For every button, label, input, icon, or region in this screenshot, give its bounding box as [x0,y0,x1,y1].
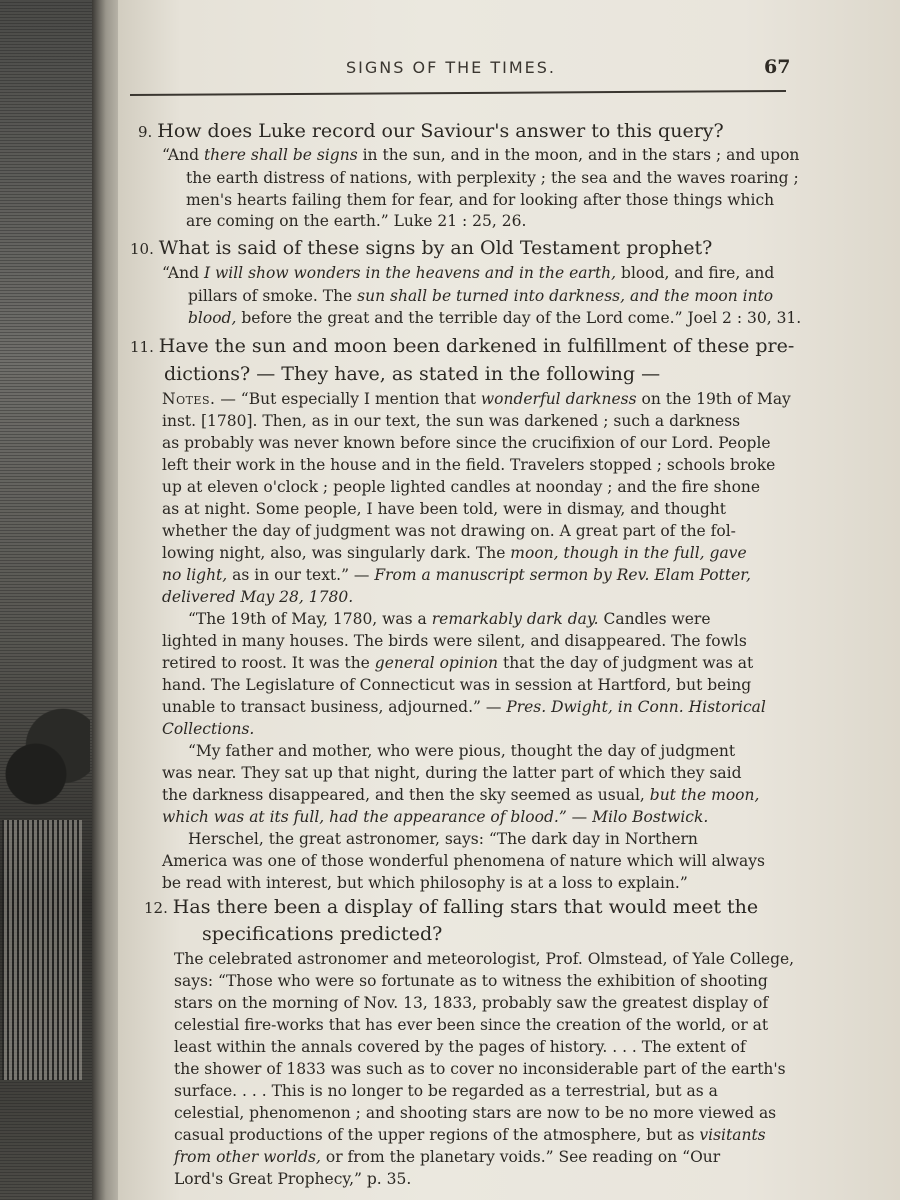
answer-line: celestial, phenomenon ; and shooting stars are now to be no more viewed as [174,1104,777,1122]
notes-line [162,700,766,716]
text: “And [162,146,204,164]
text: unable to transact business, adjourned.” — [162,698,507,716]
quote-line: men's hearts failing them for fear, and for looking after those things which [186,191,775,209]
notes-line [162,546,747,562]
italic-text: From a manuscript sermon by Rev. Elam Potter, [374,566,751,584]
italic-text: blood, [188,309,237,327]
notes-line: whether the day of judgment was not drawing on. A great part of the fol- [162,522,736,540]
text: “The 19th of May, 1780, was a [188,610,432,628]
notes-line: Herschel, the great astronomer, says: “The dark day in Northern [188,830,698,848]
text: as in our text.” — [227,566,375,584]
notes-line: delivered May 28, 1780. [162,588,354,606]
notes-line [188,612,711,628]
answer-line: stars on the morning of Nov. 13, 1833, probably saw the greatest display of [174,994,769,1012]
notes-line: inst. [1780]. Then, as in our text, the sun was darkened ; such a darkness [162,412,741,430]
facing-page [0,0,98,1200]
text: casual productions of the upper regions of the atmosphere, but as [174,1126,700,1144]
question-number: 10. [130,240,154,258]
answer-line: says: “Those who were so fortunate as to witness the exhibition of shooting [174,972,768,990]
quote-line: the earth distress of nations, with perplexity ; the sea and the waves roaring ; [186,169,799,187]
answer-line: the shower of 1833 was such as to cover no inconsiderable part of the earth's [174,1060,786,1078]
italic-text: Milo Bostwick. [592,808,709,826]
quote-line [188,311,801,327]
italic-text: sun shall be turned into darkness, and the moon into [357,287,774,305]
text: — [566,808,593,826]
question-number: 9. [138,123,153,141]
italic-text: moon, though in the full, gave [510,544,747,562]
text: — “But especially I mention that [215,390,481,408]
notes-line: up at eleven o'clock ; people lighted candles at noonday ; and the fire shone [162,478,761,496]
question-number: 11. [130,338,154,356]
quote-line [162,148,799,164]
question-10 [130,239,712,258]
text: retired to roost. It was the [162,654,375,672]
italic-text: but the moon, [649,786,760,804]
italic-text: wonderful darkness [480,390,637,408]
question-11 [130,337,794,356]
notes-line: was near. They sat up that night, during the latter part of which they said [162,764,742,782]
quote-line [162,266,774,282]
text: blood, and fire, and [616,264,775,282]
answer-line: celestial fire-works that has ever been since the creation of the world, or at [174,1016,769,1034]
engraving-illustration [0,0,92,1200]
text: that the day of judgment was at [498,654,754,672]
notes-line [162,810,708,826]
notes-line: America was one of those wonderful phenomena of nature which will always [162,852,766,870]
answer-line [174,1128,766,1144]
text: “And [162,264,204,282]
book-page [118,0,900,1200]
italic-text: Pres. Dwight, in Conn. Historical [506,698,766,716]
answer-line [174,1150,720,1166]
engraving-trees [0,690,90,830]
italic-text: visitants [699,1126,766,1144]
notes-line: “My father and mother, who were pious, thought the day of judgment [188,742,736,760]
notes-line: hand. The Legislature of Connecticut was in session at Hartford, but being [162,676,752,694]
question-text: Has there been a display of falling stars that would meet the [172,896,759,918]
text: on the 19th of May [636,390,791,408]
notes-line: as at night. Some people, I have been told, were in dismay, and thought [162,500,727,518]
text: in the sun, and in the moon, and in the stars ; and upon [357,146,800,164]
text: pillars of smoke. The [188,287,358,305]
italic-text: remarkably dark day. [431,610,599,628]
italic-text: which was at its full, had the appearance of blood.” [162,808,567,826]
notes-label: Notes. [162,390,216,408]
italic-text: general opinion [374,654,499,672]
notes-line [162,788,759,804]
question-text: What is said of these signs by an Old Testament prophet? [158,237,713,259]
question-text: specifications predicted? [202,923,443,945]
answer-line: least within the annals covered by the pages of history. . . . The extent of [174,1038,746,1056]
italic-text: from other worlds, [174,1148,321,1166]
text: the darkness disappeared, and then the sky seemed as usual, [162,786,650,804]
notes-line [162,392,791,408]
question-text: Have the sun and moon been darkened in fulfillment of these pre- [158,335,795,357]
question-9 [138,122,724,141]
notes-line [162,568,751,584]
page-content [118,0,900,1200]
notes-line: Collections. [162,720,255,738]
text: lowing night, also, was singularly dark. The [162,544,511,562]
text: Candles were [598,610,711,628]
notes-line [162,656,753,672]
italic-text: no light, [162,566,228,584]
quote-line: are coming on the earth.” Luke 21 : 25, 26. [186,212,527,230]
italic-text: I will show wonders in the heavens and in the earth, [203,264,617,282]
notes-line: left their work in the house and in the field. Travelers stopped ; schools broke [162,456,776,474]
page-number: 67 [764,56,791,78]
answer-line: Lord's Great Prophecy,” p. 35. [174,1170,412,1188]
text: before the great and the terrible day of the Lord come.” Joel 2 : 30, 31. [236,309,802,327]
engraving-house [2,820,82,1080]
text: or from the planetary voids.” See reading on “Our [320,1148,721,1166]
answer-line: surface. . . . This is no longer to be regarded as a terrestrial, but as a [174,1082,718,1100]
notes-line: be read with interest, but which philosophy is at a loss to explain.” [162,874,688,892]
question-number: 12. [144,899,168,917]
italic-text: there shall be signs [203,146,358,164]
notes-line: as probably was never known before since the crucifixion of our Lord. People [162,434,771,452]
question-text: dictions? — They have, as stated in the following — [164,363,661,385]
question-text: How does Luke record our Saviour's answer to this query? [157,120,724,142]
quote-line [188,289,773,305]
answer-line: The celebrated astronomer and meteorologist, Prof. Olmstead, of Yale College, [174,950,795,968]
notes-line: lighted in many houses. The birds were silent, and disappeared. The fowls [162,632,747,650]
running-head: SIGNS OF THE TIMES. [346,58,557,77]
question-12 [144,898,758,917]
